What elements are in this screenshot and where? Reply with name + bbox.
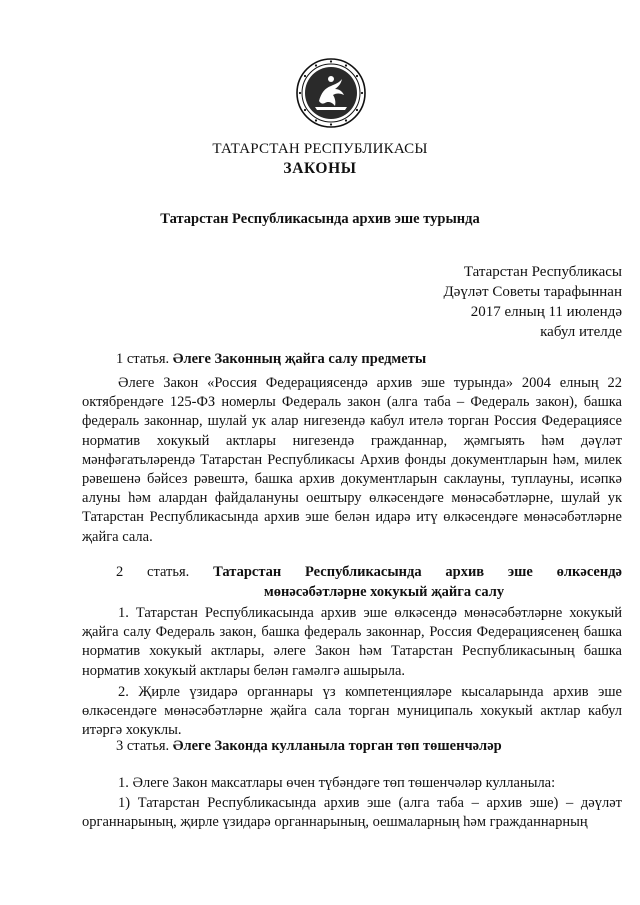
- article-2-word: статья.: [147, 564, 190, 580]
- article-2-title-word: өлкәсендә: [556, 564, 622, 580]
- adoption-block: [372, 262, 622, 342]
- article-1-text: Әлеге Закон «Россия Федерациясендә архив эше турында» 2004 елның 22 октябрендәге 125-ФЗ номерлы Федераль закон (алга таба – Федераль закон), башка федераль законнар, шулай ук алар нигезендә кабул ителә торган Россия Федерациясе норматив хокукый актлары нигезендә гражданнар, җәмгыять һәм дәүләт мәнфәгатьләрендә Татарстан Республикасы Архив фонды документларын һәм, милек рәвешенә бәйсез рәвештә, башка архив документларын саклауны, туплауны, исәпкә алуны һәм алардан файдалануны оештыру өлкәсендәге мөнәсәбәтләрне, шулай ук Татарстан Республикасында архив эше белән идарә итү өлкәсендәге мөнәсәбәтләрне җайга сала.: [82, 375, 622, 545]
- article-2-title-word: эше: [507, 564, 533, 580]
- article-3-paragraph-2: 1) Татарстан Республикасында архив эше (алга таба – архив эше) – дәүләт органнарының, җирле үзидарә органнарының, оешмаларның һәм гражданнарның: [82, 795, 622, 831]
- article-2-number: 2: [116, 564, 124, 580]
- article-2-paragraph-1: 1. Татарстан Республикасында архив эше өлкәсендә мөнәсәбәтләрне хокукый җайга салу Федераль закон, башка федераль законнар, Россия Федерациясенең башка норматив хокукый актлары, әлеге Закон һәм Татарстан Республикасының башка норматив хокукый актлары белән гамәлгә ашырыла.: [82, 605, 622, 679]
- article-2-title-word: архив: [445, 564, 485, 580]
- article-2-paragraph-2: 2. Җирле үзидарә органнары үз компетенцияләре кысаларында архив эше өлкәсендәге мөнәсәбәтләрне җайга сала торган муниципаль хокукый актлар кабул итәргә хокуклы.: [82, 684, 622, 739]
- adoption-line: Дәүләт Советы тарафыннан: [443, 284, 622, 300]
- article-2-title-word: Республикасында: [305, 564, 422, 580]
- adoption-line: кабул ителде: [540, 324, 622, 340]
- article-2-title-word: Татарстан: [213, 564, 282, 580]
- adoption-line: Татарстан Республикасы: [463, 264, 622, 280]
- article-3-number: 3 статья.: [116, 738, 170, 754]
- article-3-title: Әлеге Законда кулланыла торган төп төшенчәләр: [172, 738, 502, 754]
- article-2-title-line2: мөнәсәбәтләрне хокукый җайга салу: [263, 584, 505, 600]
- law-title: Татарстан Республикасында архив эше турында: [160, 211, 480, 227]
- adoption-line: 2017 елның 11 июлендә: [470, 304, 622, 320]
- article-3-paragraph-1: 1. Әлеге Закон максатлары өчен түбәндәге төп төшенчәләр кулланыла:: [118, 775, 556, 791]
- tatarstan-emblem-icon: [295, 57, 367, 129]
- article-1-heading: [116, 351, 426, 368]
- article-3-heading: [116, 738, 502, 755]
- article-1-number: 1 статья.: [116, 351, 170, 367]
- law-heading: ЗАКОНЫ: [283, 160, 357, 177]
- republic-heading: ТАТАРСТАН РЕСПУБЛИКАСЫ: [212, 141, 428, 157]
- article-1-title: Әлеге Законның җайга салу предметы: [172, 351, 427, 367]
- article-2-heading: [116, 562, 622, 602]
